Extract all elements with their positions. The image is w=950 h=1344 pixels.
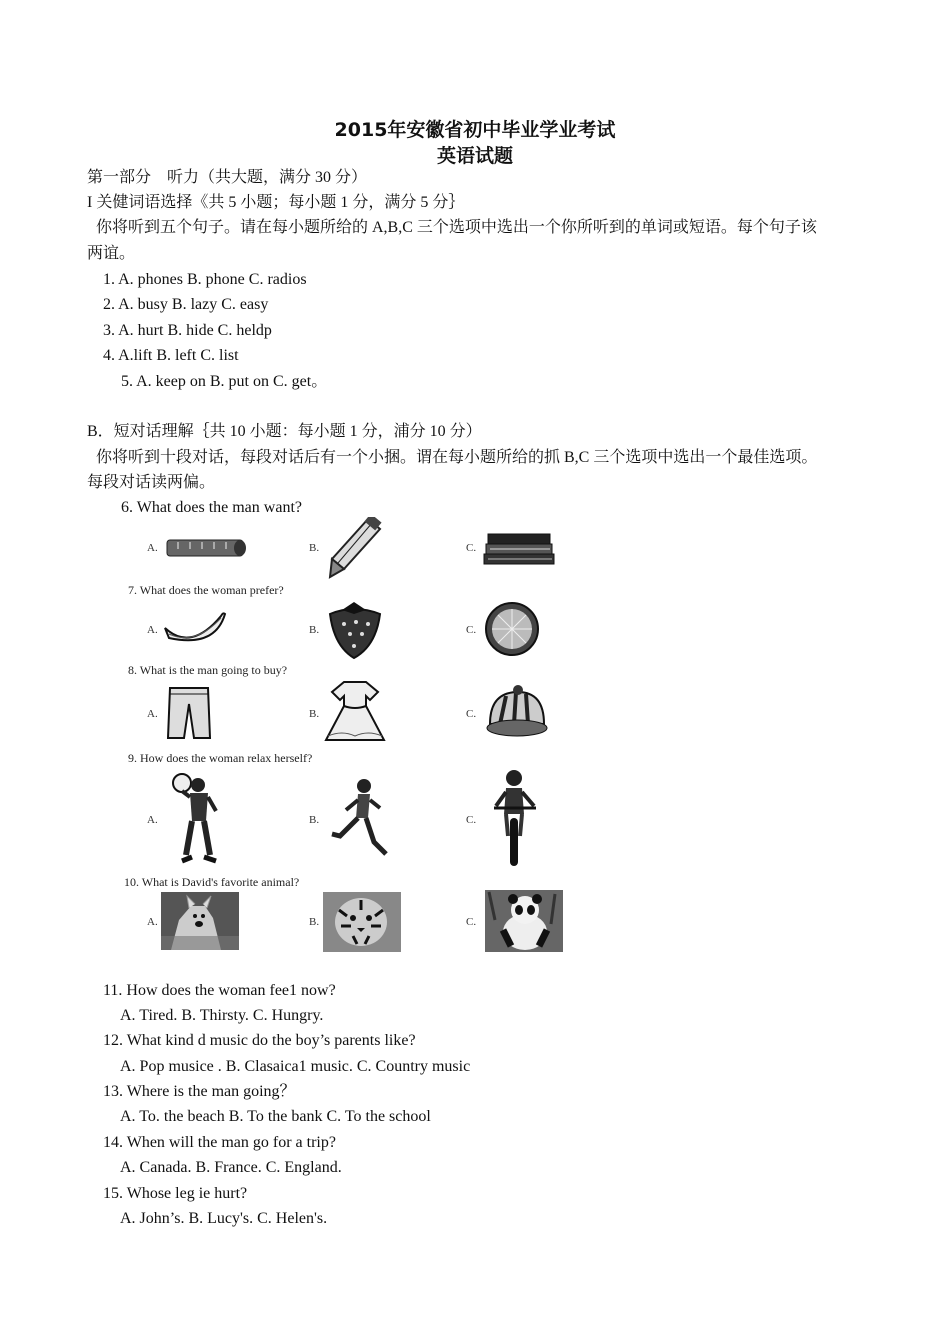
question-3: 3. A. hurt B. hide C. heldp [103, 322, 272, 339]
q10-label-c: C. [466, 916, 477, 928]
q9-label-a: A. [147, 814, 158, 826]
q8-label-c: C. [466, 708, 477, 720]
question-15-options: A. John’s. B. Lucy's. C. Helen's. [120, 1210, 328, 1227]
banana-picture [161, 608, 227, 650]
question-14-options: A. Canada. B. France. C. England. [120, 1159, 342, 1176]
q7-label-c: C. [466, 624, 477, 636]
books-picture [480, 528, 558, 566]
q10-label-b: B. [309, 916, 320, 928]
sectionB-instruction: 你将听到十段对话，每段对话后有一个小捆。谓在每小题所给的抓 B,C 三个选项中选出一个最佳选项。 [96, 449, 818, 466]
q6-label-a: A. [147, 542, 158, 554]
pencil-picture [328, 517, 382, 579]
question-6: 6. What does the man want? [121, 499, 302, 516]
sectionA-instruction: 你将听到五个句子。请在每小题所给的 A,B,C 三个选项中选出一个你所听到的单词或短语。每个句子该 [96, 219, 817, 236]
q10-label-a: A. [147, 916, 158, 928]
q7-label-b: B. [309, 624, 320, 636]
q7-label-a: A. [147, 624, 158, 636]
question-7: 7. What does the woman prefer? [128, 583, 284, 597]
question-13: 13. Where is the man going？ [103, 1083, 296, 1100]
question-8: 8. What is the man going to buy? [128, 663, 288, 677]
dog-photo [161, 892, 239, 950]
q6-label-c: C. [466, 542, 477, 554]
q8-label-a: A. [147, 708, 158, 720]
q8-label-b: B. [309, 708, 320, 720]
question-2: 2. A. busy B. lazy C. easy [103, 296, 269, 313]
sectionB-instruction-cont: 每段对话读两偏。 [87, 474, 216, 491]
question-12-options: A. Pop musice . B. Clasaica1 music. C. Country music [120, 1058, 471, 1075]
tiger-photo [323, 892, 401, 952]
question-11-options: A. Tired. B. Thirsty. C. Hungry. [120, 1007, 324, 1024]
question-1: 1. A. phones B. phone C. radios [103, 271, 307, 288]
girl-riding-bike [492, 766, 538, 870]
exam-subtitle: 英语试题 [436, 145, 513, 167]
question-10: 10. What is David's favorite animal? [124, 875, 300, 889]
sectionB-heading: B．短对话理解｛共 10 小题：每小题 1 分，浦分 10 分） [87, 423, 482, 440]
exam-title: 2015年安徽省初中毕业学业考试 [334, 119, 616, 141]
strawberry-picture [324, 600, 386, 660]
orange-picture [482, 600, 542, 658]
question-11: 11. How does the woman fee1 now? [103, 982, 336, 999]
question-5: 5. A. keep on B. put on C. get。 [121, 373, 328, 390]
question-13-options: A. To. the beach B. To the bank C. To the school [120, 1108, 431, 1125]
q9-label-c: C. [466, 814, 477, 826]
sectionA-heading: I 关健词语选择《共 5 小题；每小题 1 分，满分 5 分｝ [87, 194, 465, 211]
question-4: 4. A.lift B. left C. list [103, 347, 239, 364]
question-12: 12. What kind d music do the boy’s parents like? [103, 1032, 416, 1049]
sectionA-instruction-cont: 两谊。 [87, 245, 136, 262]
ruler-picture [166, 537, 248, 559]
q6-label-b: B. [309, 542, 320, 554]
question-15: 15. Whose leg ie hurt? [103, 1185, 248, 1202]
hat-picture [484, 684, 550, 740]
dress-picture [322, 680, 388, 744]
question-9: 9. How does the woman relax herself? [128, 751, 313, 765]
part1-heading: 第一部分 听力（共大题，满分 30 分） [87, 169, 368, 186]
question-14: 14. When will the man go for a trip? [103, 1134, 336, 1151]
panda-photo [485, 890, 563, 952]
girl-playing-volleyball [168, 771, 222, 867]
q9-label-b: B. [309, 814, 320, 826]
trousers-picture [166, 686, 212, 740]
girl-running [326, 776, 392, 862]
